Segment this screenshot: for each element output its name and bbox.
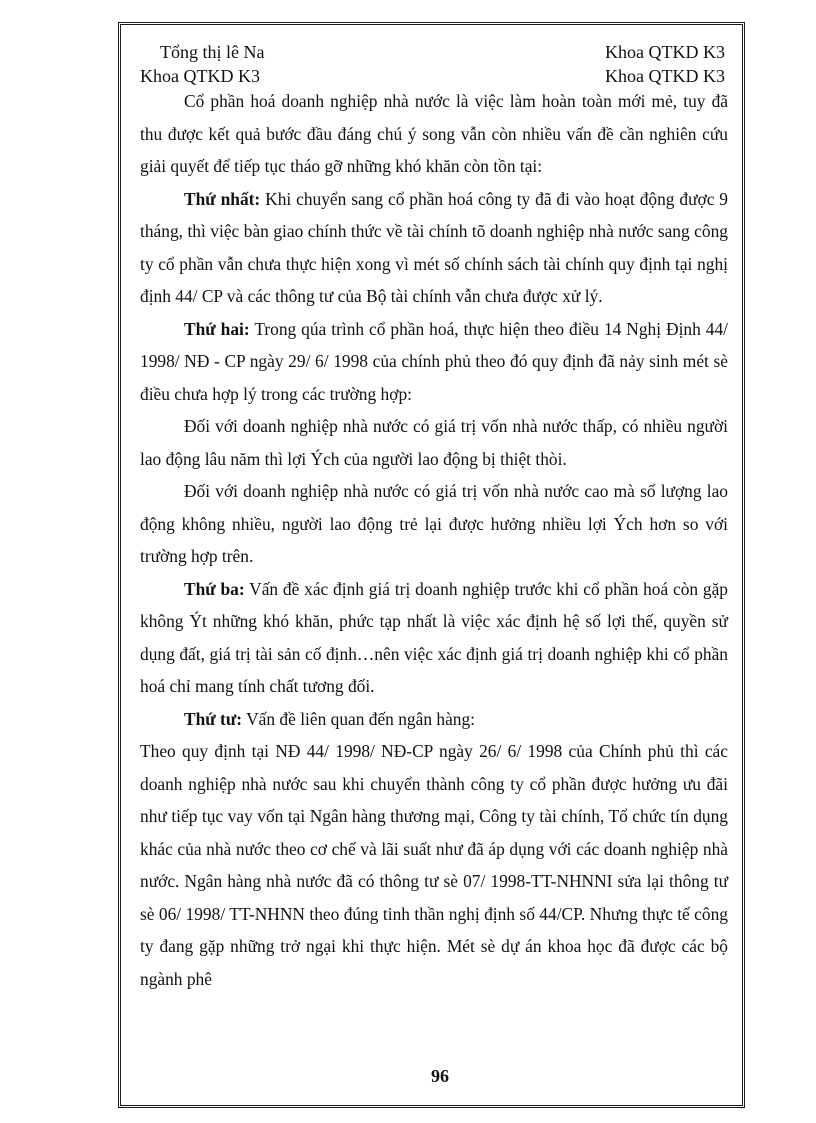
paragraph-case-high-capital: Đối với doanh nghiệp nhà nước có giá trị vốn nhà nước cao mà số lượng lao động không nhiều, người lao động trẻ lại được hưởng nhiều lợi Ých hơn so với trường hợp trên. — [140, 481, 728, 566]
text-first: Khi chuyển sang cổ phần hoá công ty đã đi vào hoạt động được 9 tháng, thì việc bàn giao chính thức về tài chính tõ doanh nghiệp nhà nước sang công ty cổ phần vẫn chưa thực hiện xong vì mét số chính sách tài chính quy định tại nghị định 44/ CP và các thông tư của Bộ tài chính vẫn chưa được xử lý. — [140, 188, 728, 306]
text-third: Vấn đề xác định giá trị doanh nghiệp trước khi cổ phần hoá còn gặp không Ýt những khó khăn, phức tạp nhất là việc xác định hệ số lợi thế, quyền sử dụng đất, giá trị tài sản cố định…nên việc xác định giá trị doanh nghiệp khi cổ phần hoá chỉ mang tính chất tương đối. — [140, 578, 728, 696]
text-second: Trong qúa trình cổ phần hoá, thực hiện theo điều 14 Nghị Định 44/ 1998/ NĐ - CP ngày 29/ 6/ 1998 của chính phủ theo đó quy định đã nảy sinh mét sè điều chưa hợp lý trong các trường hợp: — [140, 318, 729, 404]
paragraph-fourth-point — [140, 703, 728, 736]
paragraph-bank-regulation: Theo quy định tại NĐ 44/ 1998/ NĐ-CP ngày 26/ 6/ 1998 của Chính phủ thì các doanh nghiệp nhà nước sau khi chuyển thành công ty cổ phần được hưởng ưu đãi như tiếp tục vay vốn tại Ngân hàng thương mại, Công ty tài chính, Tổ chức tín dụng khác của nhà nước theo cơ chế và lãi suất như đã áp dụng với các doanh nghiệp nhà nước. Ngân hàng nhà nước đã có thông tư sè 07/ 1998-TT-NHNNI sửa lại thông tư sè 06/ 1998/ TT-NHNN theo đúng tinh thần nghị định số 44/CP. Nhưng thực tế công ty đang gặp những trở ngại khi thực hiện. Mét sè dự án khoa học đã được các bộ ngành phê — [140, 741, 728, 989]
header-department-right-2: Khoa QTKD K3 — [605, 66, 725, 86]
label-second: Thứ hai: — [184, 318, 250, 339]
paragraph-first-point — [140, 183, 728, 313]
header-department-right-1: Khoa QTKD K3 — [605, 42, 725, 62]
text-fourth: Vấn đề liên quan đến ngân hàng: — [242, 708, 476, 729]
document-body — [140, 85, 728, 995]
paragraph-second-point — [140, 313, 728, 411]
page-number: 96 — [431, 1066, 449, 1086]
header-author: Tổng thị lê Na — [160, 42, 265, 62]
label-third: Thứ ba: — [184, 578, 245, 599]
paragraph-case-low-capital: Đối với doanh nghiệp nhà nước có giá trị vốn nhà nước thấp, có nhiều người lao động lâu năm thì lợi Ých của người lao động bị thiệt thòi. — [140, 416, 728, 469]
paragraph-intro: Cổ phần hoá doanh nghiệp nhà nước là việc làm hoàn toàn mới mẻ, tuy đã thu được kết quả bước đầu đáng chú ý song vẫn còn nhiều vấn đề cần nghiên cứu giải quyết để tiếp tục tháo gỡ những khó khăn còn tồn tại: — [140, 91, 728, 176]
paragraph-third-point — [140, 573, 728, 703]
label-fourth: Thứ tư: — [184, 708, 243, 729]
label-first: Thứ nhất: — [184, 188, 261, 209]
header-department-left: Khoa QTKD K3 — [140, 66, 260, 86]
